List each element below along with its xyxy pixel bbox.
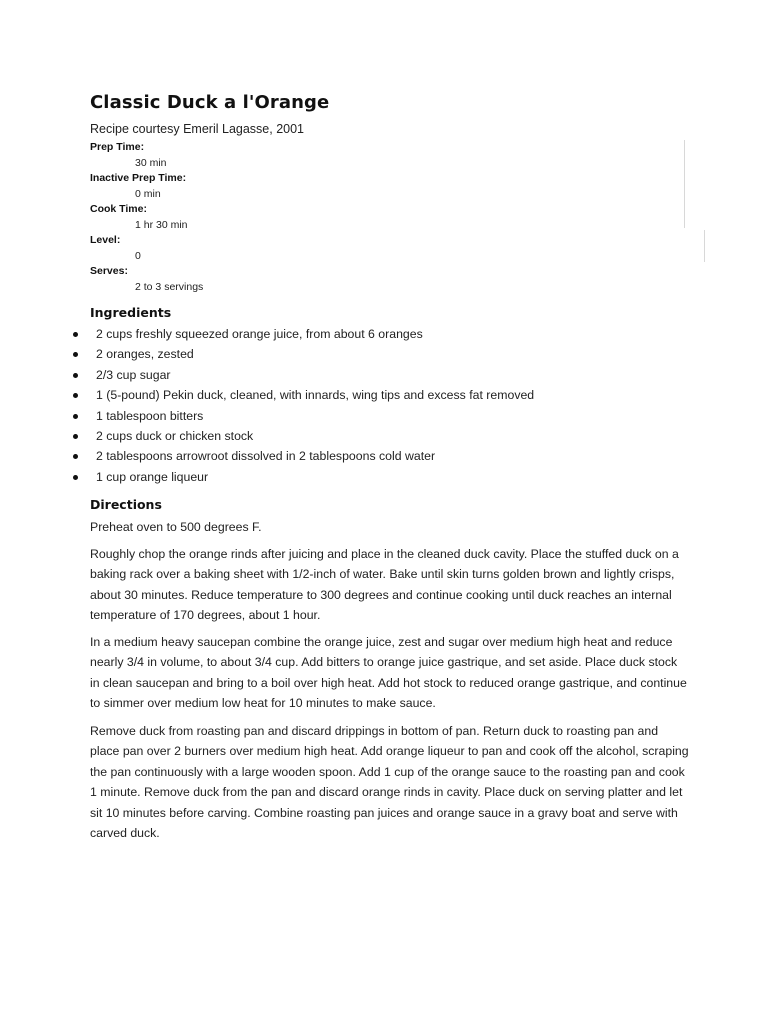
direction-step-1: Preheat oven to 500 degrees F. <box>90 520 262 534</box>
recipe-title: Classic Duck a l'Orange <box>90 92 330 113</box>
divider <box>704 230 705 262</box>
list-item <box>0 365 534 385</box>
recipe-courtesy: Recipe courtesy Emeril Lagasse, 2001 <box>90 122 305 136</box>
ingredient-text: 2 cups duck or chicken stock <box>96 428 254 443</box>
bullet-icon <box>73 475 78 480</box>
directions-heading: Directions <box>90 497 162 512</box>
direction-step-3: In a medium heavy saucepan combine the orange juice, zest and sugar over medium high heat and reduce nearly 3/4 in volume, to about 3/4 cup. Add bitters to orange juice gastrique, and set aside. Place duck stock in clean saucepan and bring to a boil over high heat. Add hot stock to reduced orange gastrique, and continue to simmer over medium low heat for 10 minutes to make sauce. <box>90 635 687 711</box>
divider <box>684 140 685 228</box>
ingredient-text: 1 cup orange liqueur <box>96 469 209 484</box>
ingredients-heading: Ingredients <box>90 305 172 320</box>
ingredient-text: 2/3 cup sugar <box>96 367 171 382</box>
bullet-icon <box>73 352 78 357</box>
bullet-icon <box>73 434 78 439</box>
bullet-icon <box>73 332 78 337</box>
list-item <box>0 406 534 426</box>
direction-step-4: Remove duck from roasting pan and discard drippings in bottom of pan. Return duck to roasting pan and place pan over 2 burners over medium high heat. Add orange liqueur to pan and cook off the alcohol, scraping the pan continuously with a large wooden spoon. Add 1 cup of the orange sauce to the roasting pan and cook 1 minute. Remove duck from the pan and discard orange rinds in cavity. Place duck on serving platter and let sit 10 minutes before carving. Combine roasting pan juices and orange sauce in a gravy boat and serve with carved duck. <box>90 724 689 841</box>
direction-step-2: Roughly chop the orange rinds after juicing and place in the cleaned duck cavity. Place the stuffed duck on a baking rack over a baking sheet with 1/2-inch of water. Bake until skin turns golden brown and lightly crisps, about 30 minutes. Reduce temperature to 300 degrees and continue cooking until duck reaches an internal temperature of 170 degrees, about 1 hour. <box>90 547 679 623</box>
list-item <box>0 426 534 446</box>
ingredient-text: 2 tablespoons arrowroot dissolved in 2 tablespoons cold water <box>96 449 436 464</box>
level-value: 0 <box>135 249 141 262</box>
bullet-icon <box>73 414 78 419</box>
list-item <box>0 324 534 344</box>
serves-value: 2 to 3 servings <box>135 280 204 293</box>
ingredient-text: 1 tablespoon bitters <box>96 408 204 423</box>
list-item <box>0 344 534 364</box>
list-item <box>0 385 534 405</box>
list-item <box>0 446 534 466</box>
recipe-meta <box>90 140 203 295</box>
bullet-icon <box>73 393 78 398</box>
serves-label: Serves: <box>90 265 128 277</box>
bullet-icon <box>73 454 78 459</box>
ingredient-text: 2 cups freshly squeezed orange juice, from about 6 oranges <box>96 327 423 341</box>
cook-time-value: 1 hr 30 min <box>135 218 188 231</box>
ingredient-text: 1 (5-pound) Pekin duck, cleaned, with innards, wing tips and excess fat removed <box>96 388 535 403</box>
bullet-icon <box>73 373 78 378</box>
prep-time-value: 30 min <box>135 156 167 169</box>
level-label: Level: <box>90 234 121 246</box>
list-item <box>0 467 534 487</box>
prep-time-label: Prep Time: <box>90 141 145 153</box>
ingredients-list <box>0 324 534 487</box>
inactive-prep-time-label: Inactive Prep Time: <box>90 172 187 184</box>
inactive-prep-time-value: 0 min <box>135 187 161 200</box>
ingredient-text: 2 oranges, zested <box>96 347 194 362</box>
cook-time-label: Cook Time: <box>90 203 147 215</box>
